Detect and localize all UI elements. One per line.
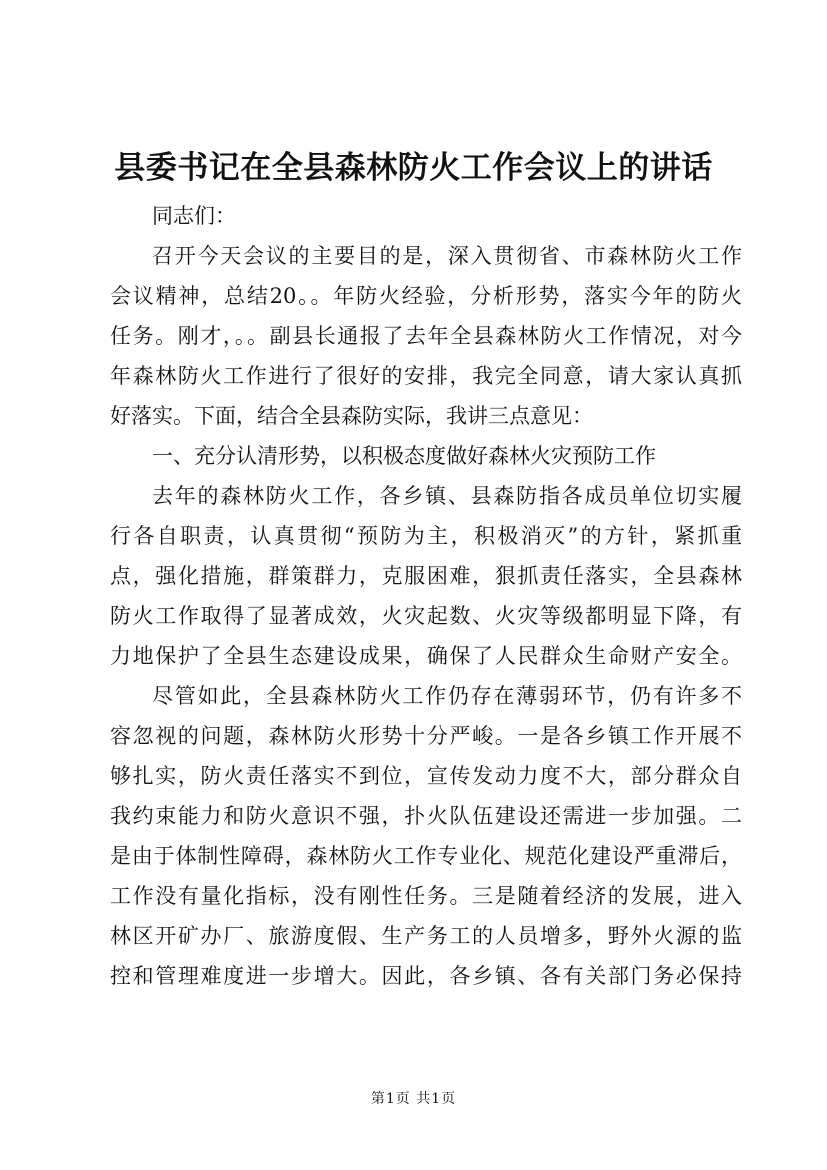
- paragraph-line: 我约束能力和防火意识不强，扑火队伍建设还需进一步加强。二: [110, 804, 742, 828]
- paragraph-line: 召开今天会议的主要目的是，深入贯彻省、市森林防火工作: [152, 244, 742, 268]
- section-heading: 一、充分认清形势，以积极态度做好森林火灾预防工作: [152, 444, 656, 468]
- document-title: 县委书记在全县森林防火工作会议上的讲话: [114, 150, 713, 186]
- paragraph-line: 容忽视的问题，森林防火形势十分严峻。一是各乡镇工作开展不: [110, 724, 742, 748]
- paragraph-line: 工作没有量化指标，没有刚性任务。三是随着经济的发展，进入: [110, 884, 742, 908]
- paragraph-line: 行各自职责，认真贯彻“预防为主，积极消灭”的方针，紧抓重: [110, 524, 742, 548]
- salutation-line: 同志们：: [152, 204, 236, 228]
- paragraph-line: 控和管理难度进一步增大。因此，各乡镇、各有关部门务必保持: [110, 964, 742, 988]
- document-body: [110, 196, 742, 996]
- paragraph-line: 会议精神，总结20。。年防火经验，分析形势，落实今年的防火: [110, 284, 742, 308]
- paragraph-line: 是由于体制性障碍，森林防火工作专业化、规范化建设严重滞后，: [110, 844, 742, 868]
- page-number-footer: 第1页 共1页: [370, 1091, 457, 1107]
- paragraph-line: 林区开矿办厂、旅游度假、生产务工的人员增多，野外火源的监: [110, 924, 742, 948]
- paragraph-line: 尽管如此，全县森林防火工作仍存在薄弱环节，仍有许多不: [152, 684, 742, 708]
- paragraph-line: 年森林防火工作进行了很好的安排，我完全同意，请大家认真抓: [110, 364, 742, 388]
- paragraph-line: 任务。刚才，。。副县长通报了去年全县森林防火工作情况，对今: [110, 324, 742, 348]
- paragraph-line: 好落实。下面，结合全县森防实际，我讲三点意见：: [110, 404, 593, 428]
- paragraph-line: 力地保护了全县生态建设成果，确保了人民群众生命财产安全。: [110, 644, 742, 668]
- paragraph-line: 防火工作取得了显著成效，火灾起数、火灾等级都明显下降，有: [110, 604, 742, 628]
- paragraph-line: 去年的森林防火工作，各乡镇、县森防指各成员单位切实履: [152, 484, 742, 508]
- paragraph-line: 够扎实，防火责任落实不到位，宣传发动力度不大，部分群众自: [110, 764, 742, 788]
- paragraph-line: 点，强化措施，群策群力，克服困难，狠抓责任落实，全县森林: [110, 564, 742, 588]
